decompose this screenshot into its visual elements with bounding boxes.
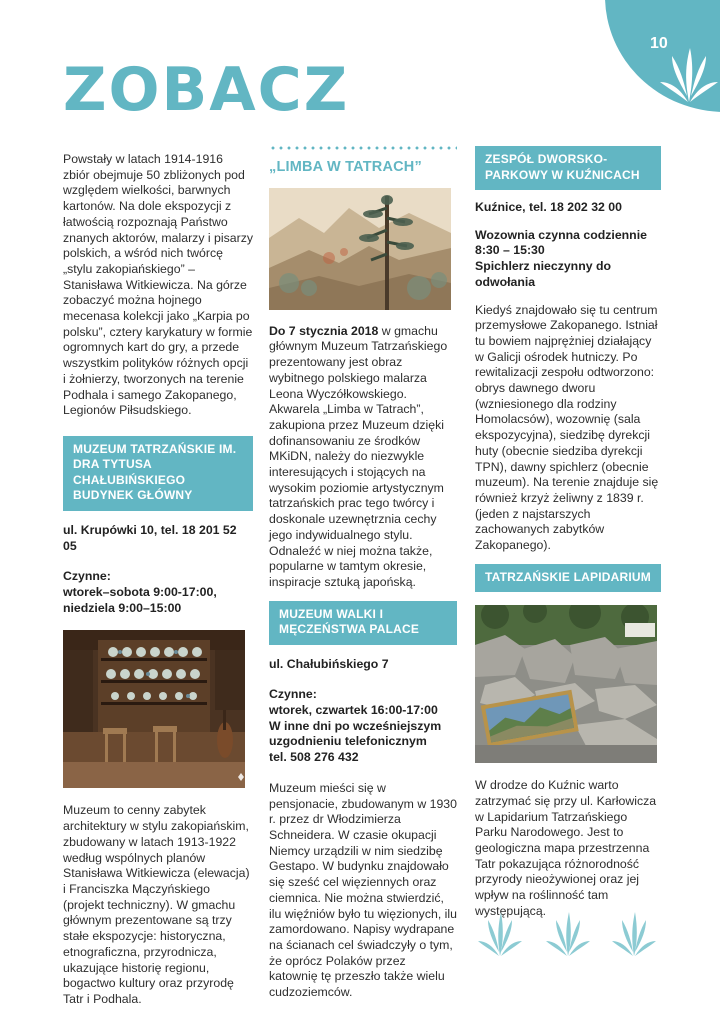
section-header-palace: MUZEUM WALKI I MĘCZEŃSTWA PALACE <box>269 601 457 645</box>
limba-description <box>269 324 457 591</box>
hours-label: Czynne: <box>63 569 111 584</box>
dotted-divider <box>269 146 457 150</box>
hours-weekdays: wtorek–sobota 9:00-17:00, <box>63 585 217 600</box>
kuznice-hours-daily: Wozownia czynna codziennie <box>475 227 647 242</box>
page-number: 10 <box>650 35 668 52</box>
plant-icon <box>658 38 720 106</box>
palace-address: ul. Chałubińskiego 7 <box>269 656 389 671</box>
palace-description: Muzeum mieści się w pensjonacie, zbudowanym w 1930 r. przez dr Włodzimierza Schneidera. W czasie okupacji Niemcy urządzili w nim siedzibę Gestapo. W budynku znajdowało się sześć cel więziennych oraz ciemnica. Nie można stwierdzić, ilu więźniów było tu więzionych, ilu zamordowano. Napisy wydrapane na ścianach cel świadczyły o tym, że oprócz Polaków przez katownię tę przeszło także wielu cudzoziemców. <box>269 780 457 1000</box>
kuznice-address: Kuźnice, tel. 18 202 32 00 <box>475 200 622 214</box>
kuznice-description: Kiedyś znajdowało się tu centrum przemysłowe Zakopanego. Istniał tu bowiem najprężniej działający w Galicji ośrodek hutniczy. Po rewitalizacji zespołu odtworzono: obrys dawnego dworu (wzniesionego dla rodziny Homolacsów), wozownię (sala ekspozycyjna), siedzibę dyrekcji huty (obecnie siedziba dyrekcji TPN), dawny spichlerz (obecnie muzeum). Na terenie znajduje się również krzyż żeliwny z 1839 r. (jeden z najstarszych zachowanych zabytków Zakopanego). <box>475 302 659 553</box>
address: ul. Krupówki 10, tel. 18 201 52 05 <box>63 522 237 553</box>
column-right <box>475 146 661 920</box>
section-header-kuznice: ZESPÓŁ DWORSKO-PARKOWY W KUŹNICACH <box>475 146 661 190</box>
section-header-lapidarium: TATRZAŃSKIE LAPIDARIUM <box>475 564 661 593</box>
intro-text: Powstały w latach 1914-1916 zbiór obejmuje 50 zbliżonych pod względem wielkości, barwnych kartonów. Na dole ekspozycji z łatwością rozpoznają Państwo znanych aktorów, malarzy i pisarzy polskich, a wśród nich twórcę „stylu zakopiańskiego” – Stanisława Witkiewicza. Na górze zobaczyć można hojnego mecenasa kolekcji jako „Karpia po polsku”, cztery karykatury w formie ogromnych kart do gry, a przede wszystkim polityków różnych opcji i żołnierzy, tworzonych na terenie Podhala i samego Zakopanego, Legionów Piłsudskiego. <box>63 152 253 418</box>
page-title: ZOBACZ <box>63 55 350 125</box>
palace-phone: tel. 508 276 432 <box>269 750 359 765</box>
column-middle <box>269 146 457 1001</box>
limba-heading: „LIMBA W TATRACH” <box>269 159 422 175</box>
section-header-museum: MUZEUM TATRZAŃSKIE IM. DRA TYTUSA CHAŁUBIŃSKIEGO BUDYNEK GŁÓWNY <box>63 436 253 511</box>
lapidarium-description: W drodze do Kuźnic warto zatrzymać się przy ul. Karłowicza w Lapidarium Tatrzańskiego Parku Narodowego. Jest to geologiczna mapa przestrzenna Tatr pokazująca różnorodność przyrody nieożywionej oraz jej wpływ na roślinność tam występującą. <box>475 778 657 918</box>
limba-date: Do 7 stycznia 2018 <box>269 323 379 338</box>
plant-icon <box>478 908 658 958</box>
palace-hours-regular: wtorek, czwartek 16:00-17:00 <box>269 703 438 718</box>
museum-description: Muzeum to cenny zabytek architektury w stylu zakopiańskim, zbudowany w latach 1913-1922 według wspólnych planów Stanisława Witkiewicza (elewacja) i Franciszka Mączyńskiego (projekt techniczny). W gmachu głównym prezentowane są trzy stałe ekspozycje: historyczna, etnograficzna, przyrodnicza, ukazujące historię regionu, bogactwo kultury oraz przyrodę Tatr i Podhala. <box>63 803 250 1006</box>
kuznice-granary-status: Spichlerz nieczynny do odwołania <box>475 259 611 289</box>
palace-hours-label: Czynne: <box>269 687 317 702</box>
limba-painting-image <box>269 188 451 310</box>
kuznice-hours-times: 8:30 – 15:30 <box>475 243 545 258</box>
palace-hours-other: W inne dni po wcześniejszym uzgodnieniu telefonicznym <box>269 718 442 749</box>
lapidarium-photo <box>475 605 657 763</box>
column-left <box>63 152 253 1008</box>
hours-sunday: niedziela 9:00–15:00 <box>63 600 182 615</box>
limba-text: w gmachu głównym Muzeum Tatrzańskiego prezentowany jest obraz wybitnego polskiego malarza Leona Wyczółkowskiego. Akwarela „Limba w Tatrach”, zakupiona przez Muzeum dzięki dofinansowaniu ze środków MKiDN, należy do niezwykle interesujących i stojących na wysokim poziomie artystycznym tatrzańskich prac tego twórcy i doskonale uzewnętrznia cechy jego indywidualnego stylu. Odnaleźć w niej można także, popularne w tamtym okresie, inspiracje sztuką japońską. <box>269 323 448 589</box>
museum-interior-photo <box>63 630 245 788</box>
